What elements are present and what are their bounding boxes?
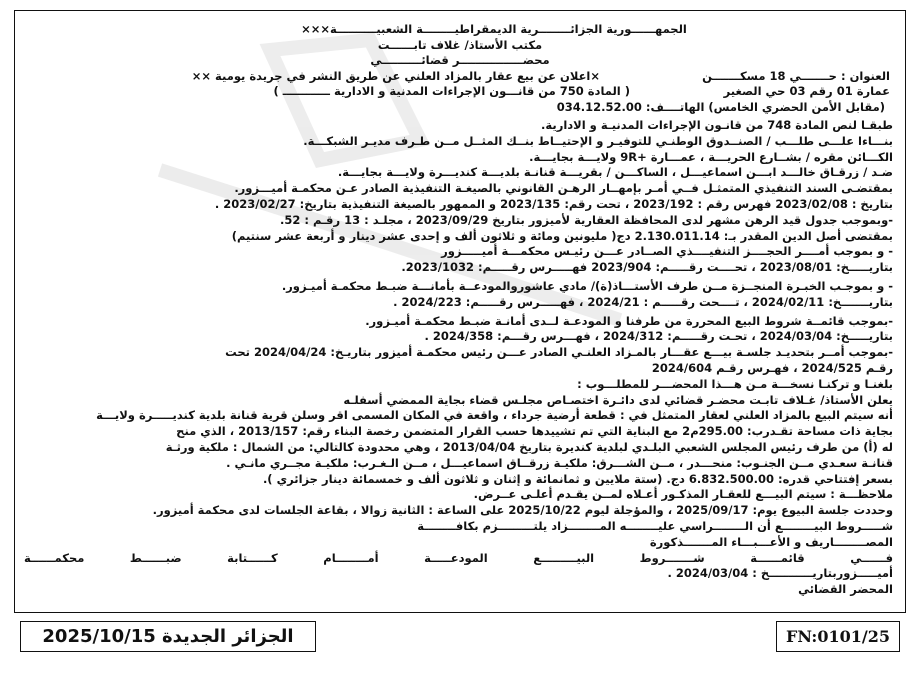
office-building: عمارة 01 رقم 03 حي الصغير <box>723 84 890 98</box>
body-line: وحددت جلسة البيوع يوم: 2025/09/17 ، والمؤجلة ليوم 2025/10/22 على الساعة : الثانية زوالا ، بقاعة الجلسات لدى محكمة أميزور. <box>152 503 893 518</box>
body-line: المصــــــــاريف و الأعـــبـــاء المـــــــذكورة <box>649 534 893 549</box>
newspaper-date: الجزائر الجديدة 2025/10/15 <box>42 626 294 647</box>
body-line: له (أ) من طرف رئيس المجلس الشعبي البلـدي لبلدية كنديرة بتاريخ 2013/04/04 ، وهي محدودة كالتالي: من الشمال : ملكية ورثـة <box>165 439 893 454</box>
notice-title: ×اعلان عن بيع عقار بالمزاد العلني عن طريق النشر في جريدة يومية ×× <box>191 68 600 83</box>
building-row <box>14 84 906 100</box>
body-line: - و بموجب أمــــر الحجــــز التنفيــــذي الصــادر عـــن رئيـس محكمـــة أميـــــزور <box>441 244 893 259</box>
body-line: -بموجب أمــر بتحديـد جلسـة بيـــع عقـــار بالمـزاد العلنـي الصادر عـــن رئيس محكمـة أميزور بتاريـخ: 2024/04/24 تحت <box>225 345 893 360</box>
office-name: مكتب الأستاذ/ غلاف تابــــــت <box>377 37 543 52</box>
body-line: بلغنـا و تركنـا نسخـــة مـن هـــذا المحضـــر للمطلـــوب : <box>577 376 893 391</box>
body-line: شـــــروط البيــــــــع أن الــــــــراسي عليــــــــه المــــــــزاد يلتـــــــــزم بكافــــــــة <box>417 518 893 533</box>
body-line: بسعر إفتتاحي قدره: 6.832.500.00 دج. (ستة ملايين و ثمانمائة و إثنان و ثلاثون ألف و خمسمائة دينار جزائري ). <box>262 471 893 486</box>
body-line: بمقتضـى السند التنفيذي المتمثـل فــي أمـر بإمهــار الرهـن القانوني بالصيغـة التنفيذية الصادر عـن محكمـة أميـــزور. <box>234 181 893 196</box>
body-line: بتاريـــــخ: 2023/08/01 ، تحــــت رقـــــم: 2023/904 فهـــــرس رقـــــم: 2023/1032. <box>401 260 893 275</box>
newspaper-date-box <box>20 621 316 652</box>
body-line: يعلن الأستاذ/ غـلاف تابـت محضـر قضائي لدى دائـرة اختصـاص مجلـس قضاء بجاية الممضي أسفلـه <box>343 392 893 407</box>
body-line: قنانـة سعـدي مــن الجنـوب: منحـــدر ، مــن الشـــرق: ملكيـة زرقــاق اسماعيـــل ، مــن الـغـرب: ملكيـة مجــري مانـي . <box>226 455 893 470</box>
body-line: رقـم 2024/525 ، فهـرس رقـم 2024/604 <box>651 360 893 375</box>
body-line: بنـــاءا علـــى طلـــب / الصنــدوق الوطنـي للتوفيـر و الإحتيــاط بنــك المثــل مــن طـرف مديـر الشبكـــة. <box>303 133 893 148</box>
body-line: الكـــائن مقره / بشــارع الحريـــة ، عمـــارة +9R ولايـــة بجايـــة. <box>529 149 893 164</box>
body-line: -وبموجب جدول قيد الرهن مشهر لدى المحافظة العقارية لأميزور بتاريخ 2023/09/29 ، مجلـد : 13 رقـم : 52. <box>279 212 893 227</box>
body-line: بتاريـــــخ: 2024/03/04 ، تحـت رقـــــم: 2024/312 ، فهـــرس رقـــم: 2024/358 . <box>424 329 893 344</box>
body-line: طبقـا لنص المادة 748 من قانـون الإجراءات المدنيـة و الادارية. <box>541 118 893 132</box>
bailiff-title: محضــــــــــــــــر قضائــــــــــي <box>370 53 550 67</box>
body-line: فــــــي قائمــــــة شـــــــروط البيـــــــــع المودعـــــة أمــــــــام كــــــتابة ضبــــــط محكمــــــة <box>24 550 893 565</box>
body-line: بجاية ذات مساحة تقـدرب: 295.00م2 مع البناية التي تم تشييدها حسب القرار المتضمن رخصة البناء رقم: 2013/157 ، الذي منح <box>176 424 893 439</box>
body-line: بمقتضى أصل الدين المقدر بـ: 2.130.011.14 دج( مليونين ومائة و ثلاثون ألف و إحدى عشر دينار و أربعة عشر سنتيم) <box>231 228 893 243</box>
reference-number: FN:0101/25 <box>786 627 890 646</box>
body-line: بتاريخ : 2023/02/08 فهرس رقم : 2023/192 ، تحت رقم: 2023/135 و الممهور بالصيغة التنفيذية بتاريخ: 2023/02/27 . <box>214 196 893 211</box>
body-line: أميـــــزوربتاريـــــــــــخ : 2024/03/04 . <box>667 566 893 581</box>
body-line: بتاريـــــــخ: 2024/02/11 ، تــــحت رقـــــم : 2024/21 ، فهـــــرس رقـــــم: 2024/223 . <box>393 294 893 309</box>
reference-box <box>776 621 900 652</box>
signature-title: المحضر القضائي <box>798 582 893 597</box>
body-line: -بموجب قائمــة شروط البيع المحررة من طرفنا و المودعـة لــدى أمانـة ضبـط محكمـة أميـزور. <box>365 313 893 328</box>
office-address: العنوان : حـــــــي 18 مسكـــــــن <box>702 68 890 83</box>
legal-article: ( المادة 750 من قانـــون الإجراءات المدنية و الادارية ــــــــــــ ) <box>273 84 630 98</box>
office-contact: (مقابل الأمن الحضري الخامس) الهاتــــف: 034.12.52.00 <box>556 99 885 114</box>
body-line: ضـد / زرقـاق خالـــد ابـــن اسماعيـــل ، الساكـــن / بقريـــة قنانـة بلديـــة كنديـــرة ولايـــة بجايـــة. <box>337 165 893 180</box>
notice-body <box>14 118 906 598</box>
body-line: ملاحظـــة : سيتم البيـــع للعقـار المذكـور أعـلاه لمــن يقـدم أعلـى عــرض. <box>473 487 893 502</box>
notice-header <box>14 22 906 115</box>
body-line: أنه سيتم البيع بالمزاد العلني لعقار المتمثل في : قطعة أرضية جرداء ، واقعة في المكان المسمى اقر وسلن قرية قنانة بلدية كنديـــــرة ولايـــة <box>96 408 893 423</box>
address-row <box>14 69 906 85</box>
republic-heading: الجمهــــــورية الجزائــــــــرية الديمقراطيــــــــة الشعبيــــــــــة××× <box>301 22 687 36</box>
body-line: - و بموجـب الخبـرة المنجــزة مــن طرف الأستـــاذ(ة)/ مادي عاشوروالمودعــة بأمانـــة ضبـط محكمـة أميـزور. <box>281 278 893 293</box>
